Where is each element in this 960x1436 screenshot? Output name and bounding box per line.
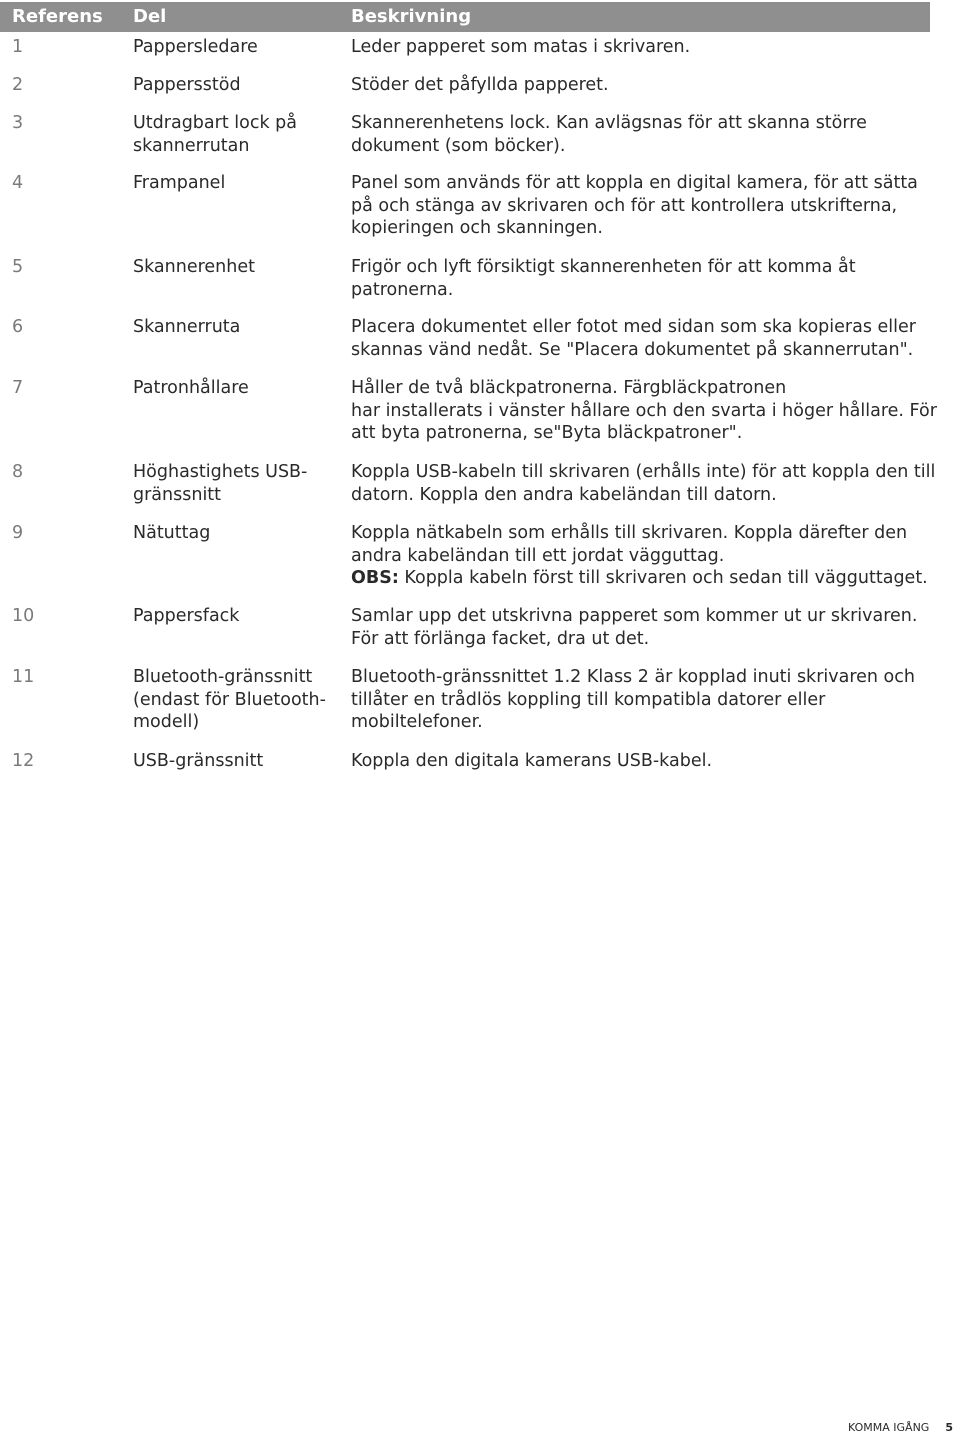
row-ref: 10	[12, 606, 35, 626]
description-line: att byta patronerna, se"Byta bläckpatroner".	[351, 423, 743, 443]
note-text: Koppla kabeln först till skrivaren och sedan till vägguttaget.	[398, 568, 928, 588]
description-line: Panel som används för att koppla en digital kamera, för att sätta	[351, 173, 918, 193]
description-line: Frigör och lyft försiktigt skannerenheten för att komma åt	[351, 257, 856, 277]
table-header	[0, 2, 930, 32]
description-line: tillåter en trådlös koppling till kompatibla datorer eller	[351, 689, 826, 710]
row-description	[351, 750, 921, 773]
description-line: Bluetooth-gränssnittet 1.2 Klass 2 är kopplad inuti skrivaren och	[351, 667, 915, 687]
description-line: datorn. Koppla den andra kabeländan till datorn.	[351, 484, 777, 505]
description-line: kopieringen och skanningen.	[351, 218, 603, 238]
part-line: Frampanel	[133, 173, 226, 193]
part-line: Pappersstöd	[133, 75, 241, 95]
description-line: mobiltelefoner.	[351, 712, 483, 732]
part-line: Höghastighets USB-	[133, 462, 308, 482]
description-line: Leder papperet som matas i skrivaren.	[351, 37, 691, 57]
part-line: skannerrutan	[133, 135, 250, 156]
row-description	[351, 461, 936, 506]
part-line: (endast för Bluetooth-	[133, 689, 326, 710]
row-part	[133, 36, 333, 59]
row-part	[133, 377, 333, 400]
description-line: Koppla den digitala kamerans USB-kabel.	[351, 751, 713, 771]
page-number: 5	[945, 1421, 953, 1434]
row-description	[351, 172, 921, 240]
description-line: Stöder det påfyllda papperet.	[351, 75, 609, 95]
row-ref: 2	[12, 75, 24, 95]
row-part	[133, 461, 333, 506]
row-description	[351, 316, 921, 361]
row-part	[133, 666, 333, 734]
part-line: modell)	[133, 712, 200, 732]
description-line: Koppla nätkabeln som erhålls till skrivaren. Koppla därefter den	[351, 523, 908, 543]
row-part	[133, 256, 333, 279]
description-line: skannas vänd nedåt. Se "Placera dokumentet på skannerrutan".	[351, 339, 914, 360]
description-line: patronerna.	[351, 279, 454, 300]
note-label: OBS:	[351, 568, 399, 588]
row-part	[133, 522, 333, 545]
row-description	[351, 36, 921, 59]
description-line: dokument (som böcker).	[351, 135, 566, 156]
note-line	[351, 567, 928, 590]
part-line: Pappersfack	[133, 606, 240, 626]
row-part	[133, 74, 333, 97]
row-ref: 9	[12, 523, 24, 543]
parts-table	[0, 2, 937, 771]
row-ref: 11	[12, 667, 35, 687]
part-line: gränssnitt	[133, 484, 222, 505]
row-description	[351, 522, 928, 590]
part-line: Utdragbart lock på	[133, 113, 297, 133]
row-ref: 3	[12, 113, 24, 133]
row-description	[351, 112, 921, 157]
row-description	[351, 377, 937, 445]
description-line: Håller de två bläckpatronerna. Färgbläckpatronen	[351, 378, 787, 398]
page-footer	[848, 1421, 953, 1434]
description-line: andra kabeländan till ett jordat vägguttag.	[351, 545, 725, 566]
description-line: på och stänga av skrivaren och för att kontrollera utskrifterna,	[351, 195, 898, 216]
row-part	[133, 172, 333, 195]
part-line: Skannerruta	[133, 317, 241, 337]
row-description	[351, 74, 921, 97]
description-line: Samlar upp det utskrivna papperet som kommer ut ur skrivaren.	[351, 606, 918, 626]
row-description	[351, 605, 921, 650]
part-line: Pappersledare	[133, 37, 258, 57]
description-line: har installerats i vänster hållare och den svarta i höger hållare. För	[351, 400, 937, 421]
row-ref: 4	[12, 173, 24, 193]
row-ref: 6	[12, 317, 24, 337]
description-line: Skannerenhetens lock. Kan avlägsnas för att skanna större	[351, 113, 867, 133]
header-ref: Referens	[12, 6, 103, 27]
part-line: USB-gränssnitt	[133, 751, 264, 771]
description-line: Koppla USB-kabeln till skrivaren (erhålls inte) för att koppla den till	[351, 462, 936, 482]
row-part	[133, 605, 333, 628]
row-part	[133, 316, 333, 339]
header-desc: Beskrivning	[351, 6, 472, 27]
row-part	[133, 750, 333, 773]
part-line: Skannerenhet	[133, 257, 255, 277]
row-ref: 12	[12, 751, 35, 771]
description-line: För att förlänga facket, dra ut det.	[351, 628, 650, 649]
description-line: Placera dokumentet eller fotot med sidan som ska kopieras eller	[351, 317, 916, 337]
row-ref: 7	[12, 378, 24, 398]
part-line: Bluetooth-gränssnitt	[133, 667, 313, 687]
row-ref: 5	[12, 257, 24, 277]
header-part: Del	[133, 6, 167, 27]
row-description	[351, 666, 921, 734]
footer-section: KOMMA IGÅNG	[848, 1421, 930, 1434]
row-ref: 8	[12, 462, 24, 482]
row-part	[133, 112, 333, 157]
part-line: Patronhållare	[133, 378, 249, 398]
row-ref: 1	[12, 37, 24, 57]
row-description	[351, 256, 921, 301]
part-line: Nätuttag	[133, 523, 211, 543]
